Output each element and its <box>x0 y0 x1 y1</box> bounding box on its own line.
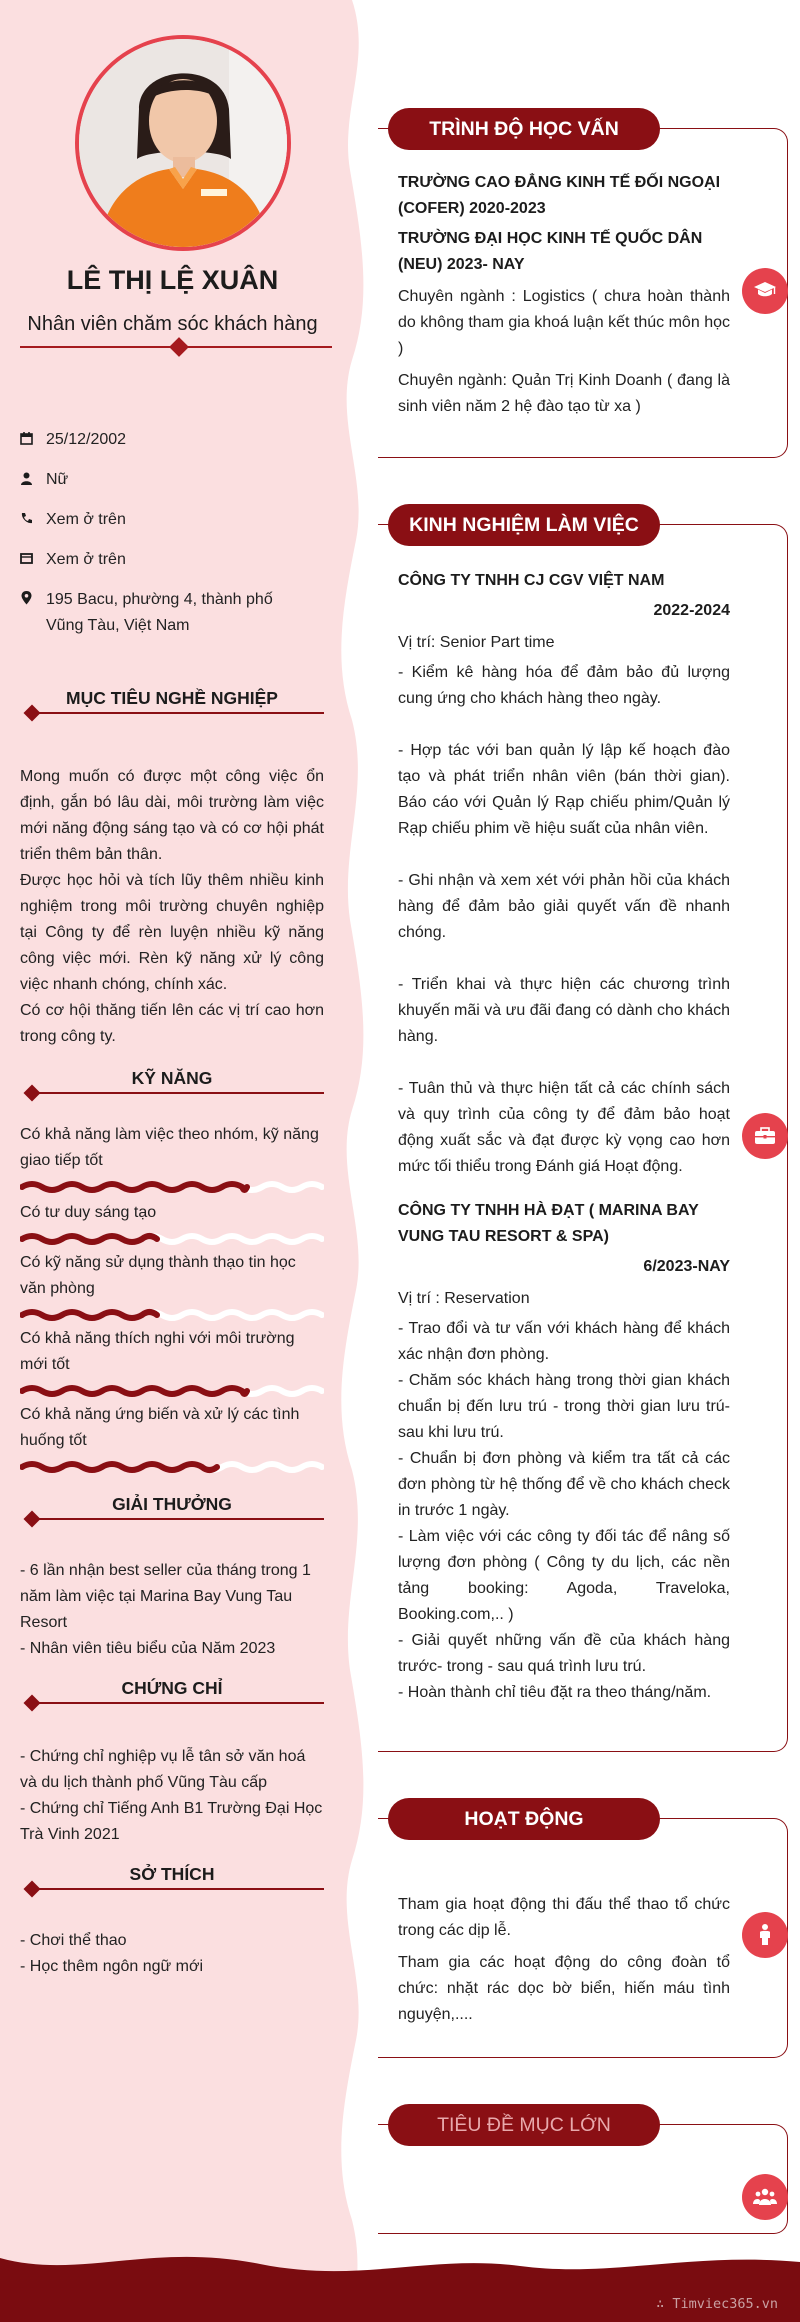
skill-item <box>20 1250 324 1322</box>
awards-text <box>20 1558 324 1662</box>
gender-row <box>20 467 320 494</box>
objective-line: Mong muốn có được một công việc ổn định, gắn bó lâu dài, môi trường làm việc mới năng động sáng tạo và có cơ hội phát triển thêm bản thân. <box>20 768 324 863</box>
company-name: CÔNG TY TNHH HÀ ĐẠT ( MARINA BAY VUNG TAU RESORT & SPA) <box>398 1202 699 1245</box>
brand-watermark: ∴ Timviec365.vn <box>656 2296 778 2312</box>
skill-bar-fill <box>22 1388 247 1394</box>
job-task: - Ghi nhận và xem xét với phản hồi của khách hàng để đảm bảo giải quyết vấn đề nhanh chóng. <box>398 872 730 941</box>
job-task: - Trao đổi và tư vấn với khách hàng để khách xác nhận đơn phòng. <box>398 1320 730 1363</box>
experience-heading: KINH NGHIỆM LÀM VIỆC <box>388 504 660 546</box>
objective-line: Được học hỏi và tích lũy thêm nhiều kinh nghiệm trong môi trường chuyên nghiệp tại Công ty để rèn luyện nhiều kỹ năng công việc mới. Rèn kỹ năng xử lý công việc nhanh chóng, chính xác. <box>20 872 324 993</box>
calendar-icon <box>20 427 46 454</box>
birthdate-value: 25/12/2002 <box>46 431 127 448</box>
skill-level-bar <box>20 1460 324 1474</box>
hobby-line: - Học thêm ngôn ngữ mới <box>20 1958 204 1975</box>
skills-heading <box>20 1068 324 1098</box>
award-line: - 6 lần nhận best seller của tháng trong 1 năm làm việc tại Marina Bay Vung Tau Resort <box>20 1562 311 1631</box>
skill-bar-fill <box>22 1184 247 1190</box>
activity-line: Tham gia hoạt động thi đấu thể thao tổ chức trong các dịp lễ. <box>398 1896 730 1939</box>
job-position: Vị trí : Reservation <box>398 1290 530 1307</box>
skill-item <box>20 1326 324 1398</box>
certificates-heading <box>20 1678 324 1708</box>
objective-text <box>20 764 324 1050</box>
awards-heading <box>20 1494 324 1524</box>
job-task: - Hợp tác với ban quản lý lập kế hoạch đào tạo và phát triển nhân viên (bán thời gian). Báo cáo với Quản lý Rạp chiếu phim/Quản lý Rạp chiếu phim về hiệu suất của nhân viên. <box>398 742 730 837</box>
job-task: - Kiểm kê hàng hóa để đảm bảo đủ lượng cung ứng cho khách hàng theo ngày. <box>398 664 730 707</box>
phone-row <box>20 507 320 534</box>
job-period: 2022-2024 <box>653 602 730 619</box>
extra-heading: TIÊU ĐỀ MỤC LỚN <box>388 2104 660 2146</box>
major-text: Chuyên ngành : Logistics ( chưa hoàn thành do không tham gia khoá luận kết thúc môn học ) <box>398 288 730 357</box>
hobbies-heading <box>20 1864 324 1894</box>
birthdate-row <box>20 427 320 454</box>
major-text: Chuyên ngành: Quản Trị Kinh Doanh ( đang là sinh viên năm 2 hệ đào tạo từ xa ) <box>398 372 730 415</box>
job-task: - Hoàn thành chỉ tiêu đặt ra theo tháng/năm. <box>398 1684 712 1701</box>
address-line-2: Vũng Tàu, Việt Nam <box>46 617 190 634</box>
skill-level-bar <box>20 1384 324 1398</box>
hobbies-text <box>20 1928 324 1980</box>
phone-value: Xem ở trên <box>46 511 126 528</box>
job-task: - Tuân thủ và thực hiện tất cả các chính sách và quy trình của công ty để đảm bảo hoạt động xuất sắc và đạt được kỳ vọng cao hơn mức tối thiểu trong Đánh giá Hoạt động. <box>398 1080 730 1175</box>
group-icon <box>742 2174 788 2220</box>
email-icon <box>20 547 46 574</box>
person-icon <box>742 1912 788 1958</box>
skill-label: Có khả năng làm việc theo nhóm, kỹ năng giao tiếp tốt <box>20 1126 319 1169</box>
address-row <box>20 587 320 639</box>
activities-heading: HOẠT ĐỘNG <box>388 1798 660 1840</box>
skill-label: Có kỹ năng sử dụng thành thạo tin học văn phòng <box>20 1254 296 1297</box>
certificate-line: - Chứng chỉ Tiếng Anh B1 Trường Đại Học Trà Vinh 2021 <box>20 1800 323 1843</box>
skill-label: Có tư duy sáng tạo <box>20 1204 157 1221</box>
skill-level-bar <box>20 1180 324 1194</box>
activity-line: Tham gia các hoạt động do công đoàn tổ chức: nhặt rác dọc bờ biển, hiến máu tình nguyện,.... <box>398 1954 730 2023</box>
education-heading: TRÌNH ĐỘ HỌC VẤN <box>388 108 660 150</box>
gender-value: Nữ <box>46 471 69 488</box>
email-row <box>20 547 320 574</box>
avatar <box>75 35 291 251</box>
skill-bar-fill <box>22 1236 157 1242</box>
skills-title: KỸ NĂNG <box>131 1068 213 1088</box>
hobby-line: - Chơi thể thao <box>20 1932 127 1949</box>
skill-item <box>20 1402 324 1474</box>
email-value: Xem ở trên <box>46 551 126 568</box>
school-name: TRƯỜNG ĐẠI HỌC KINH TẾ QUỐC DÂN (NEU) 2023- NAY <box>398 230 703 273</box>
portrait-illustration <box>79 39 287 247</box>
skill-label: Có khả năng ứng biến và xử lý các tình huống tốt <box>20 1406 300 1449</box>
skill-bar-fill <box>22 1312 157 1318</box>
address-line-1: 195 Bacu, phường 4, thành phố <box>46 591 273 608</box>
hobbies-title: SỞ THÍCH <box>129 1864 215 1884</box>
job-task: - Làm việc với các công ty đối tác để nâng số lượng đơn phòng ( Công ty du lịch, các nền tảng booking: Agoda, Traveloka, Booking.com,.. ) <box>398 1528 730 1623</box>
job-period: 6/2023-NAY <box>643 1258 730 1275</box>
graduation-cap-icon <box>742 268 788 314</box>
objective-title: MỤC TIÊU NGHỀ NGHIỆP <box>66 688 278 708</box>
full-name: LÊ THỊ LỆ XUÂN <box>66 265 279 295</box>
company-name: CÔNG TY TNHH CJ CGV VIỆT NAM <box>398 572 665 589</box>
skill-level-bar <box>20 1308 324 1322</box>
job-task: - Chăm sóc khách hàng trong thời gian khách chuẩn bị đến lưu trú - trong thời gian lưu trú- sau khi lưu trú. <box>398 1372 730 1441</box>
job-task: - Triển khai và thực hiện các chương trình khuyến mãi và ưu đãi đang có dành cho khách hàng. <box>398 976 730 1045</box>
skill-label: Có khả năng thích nghi với môi trường mới tốt <box>20 1330 295 1373</box>
objective-heading <box>20 688 324 718</box>
address-value <box>46 587 273 639</box>
education-content <box>398 170 730 420</box>
school-name: TRƯỜNG CAO ĐẲNG KINH TẾ ĐỐI NGOẠI (COFER) 2020-2023 <box>398 174 721 217</box>
job-task: - Chuẩn bị đơn phòng và kiểm tra tất cả các đơn phòng từ hệ thống để về cho khách check in trước 1 ngày. <box>398 1450 730 1519</box>
briefcase-icon <box>742 1113 788 1159</box>
award-line: - Nhân viên tiêu biểu của Năm 2023 <box>20 1640 276 1657</box>
skill-item <box>20 1122 324 1194</box>
skill-bar-fill <box>22 1464 217 1470</box>
job-task: - Giải quyết những vấn đề của khách hàng trước- trong - sau quá trình lưu trú. <box>398 1632 730 1675</box>
user-icon <box>20 467 46 494</box>
skill-item <box>20 1200 324 1246</box>
skill-level-bar <box>20 1232 324 1246</box>
awards-title: GIẢI THƯỞNG <box>112 1494 232 1514</box>
objective-line: Có cơ hội thăng tiến lên các vị trí cao hơn trong công ty. <box>20 1002 324 1045</box>
certificates-title: CHỨNG CHỈ <box>121 1678 223 1698</box>
location-icon <box>20 587 46 614</box>
phone-icon <box>20 507 46 534</box>
job-position: Vị trí: Senior Part time <box>398 634 555 651</box>
activities-content <box>398 1892 730 2028</box>
experience-content <box>398 568 730 1706</box>
job-title: Nhân viên chăm sóc khách hàng <box>27 313 318 335</box>
certificates-text <box>20 1744 324 1848</box>
certificate-line: - Chứng chỉ nghiệp vụ lễ tân sở văn hoá và du lịch thành phố Vũng Tàu cấp <box>20 1748 306 1791</box>
